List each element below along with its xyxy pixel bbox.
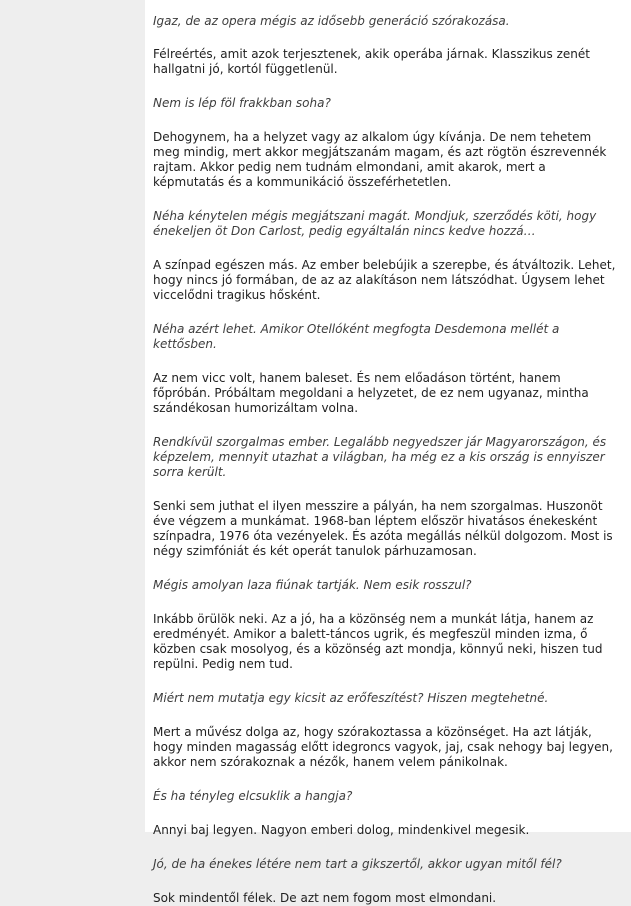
- paragraph-question: Mégis amolyan laza fiúnak tartják. Nem esik rosszul?: [153, 578, 472, 592]
- paragraph-question: Miért nem mutatja egy kicsit az erőfeszítést? Hiszen megtehetné.: [153, 691, 549, 705]
- paragraph-question: Nem is lép föl frakkban soha?: [153, 96, 331, 110]
- paragraph-question: Igaz, de az opera mégis az idősebb generáció szórakozása.: [153, 14, 510, 28]
- paragraph-answer: Az nem vicc volt, hanem baleset. És nem előadáson történt, hanem főpróbán. Próbáltam megoldani a helyzetet, de ez nem ugyanaz, mintha szándékosan humorizáltam volna.: [153, 371, 589, 415]
- left-margin: [0, 0, 145, 832]
- paragraph-question: Rendkívül szorgalmas ember. Legalább negyedszer jár Magyarországon, és képzelem, mennyit utazhat a világban, ha még ez a kis ország is ennyiszer sorra került.: [153, 435, 607, 479]
- paragraph-answer: A színpad egészen más. Az ember belebújik a szerepbe, és átváltozik. Lehet, hogy nincs jó formában, de az az alakításon nem látszódhat. Úgysem lehet viccelődni tragikus hősként.: [153, 258, 616, 302]
- paragraph-answer: Dehogynem, ha a helyzet vagy az alkalom úgy kívánja. De nem tehetem meg mindig, mert akkor megjátszanám magam, és azt rögtön észrevennék rajtam. Akkor pedig nem tudnám elmondani, amit akarok, mert a képmutatás és a kommunikáció összeférhetetlen.: [153, 130, 607, 189]
- paragraph-answer: Inkább örülök neki. Az a jó, ha a közönség nem a munkát látja, hanem az eredményét. Amikor a balett-táncos ugrik, és megfeszül minden izma, ő közben csak mosolyog, és a közönség azt mondja, könnyű neki, hiszen tud repülni. Pedig nem tud.: [153, 612, 603, 671]
- paragraph-answer: Annyi baj legyen. Nagyon emberi dolog, mindenkivel megesik.: [153, 823, 530, 837]
- paragraph-question: Jó, de ha énekes létére nem tart a gikszertől, akkor ugyan mitől fél?: [153, 857, 562, 871]
- paragraph-question: És ha tényleg elcsuklik a hangja?: [153, 789, 353, 803]
- paragraph-answer: Félreértés, amit azok terjesztenek, akik operába járnak. Klasszikus zenét hallgatni jó, kortól függetlenül.: [153, 47, 590, 76]
- paragraph-answer: Senki sem juthat el ilyen messzire a pályán, ha nem szorgalmas. Huszonöt éve végzem a munkámat. 1968-ban léptem először hivatásos énekesként színpadra, 1976 óta vezényelek. És azóta megállás nélkül dolgozom. Most is négy szimfóniát és két operát tanulok párhuzamosan.: [153, 499, 613, 558]
- article-content: [145, 0, 631, 905]
- paragraph-answer: Mert a művész dolga az, hogy szórakoztassa a közönséget. Ha azt látják, hogy minden magasság előtt idegroncs vagyok, jaj, csak nehogy baj legyen, akkor nem szórakoznak a nézők, hanem velem pánikolnak.: [153, 725, 613, 769]
- paragraph-question: Néha azért lehet. Amikor Otellóként megfogta Desdemona mellét a kettősben.: [153, 322, 560, 351]
- paragraph-answer: Sok mindentől félek. De azt nem fogom most elmondani.: [153, 891, 497, 905]
- paragraph-question: Néha kénytelen mégis megjátszani magát. Mondjuk, szerződés köti, hogy énekeljen öt Don Carlost, pedig egyáltalán nincs kedve hozzá…: [153, 209, 597, 238]
